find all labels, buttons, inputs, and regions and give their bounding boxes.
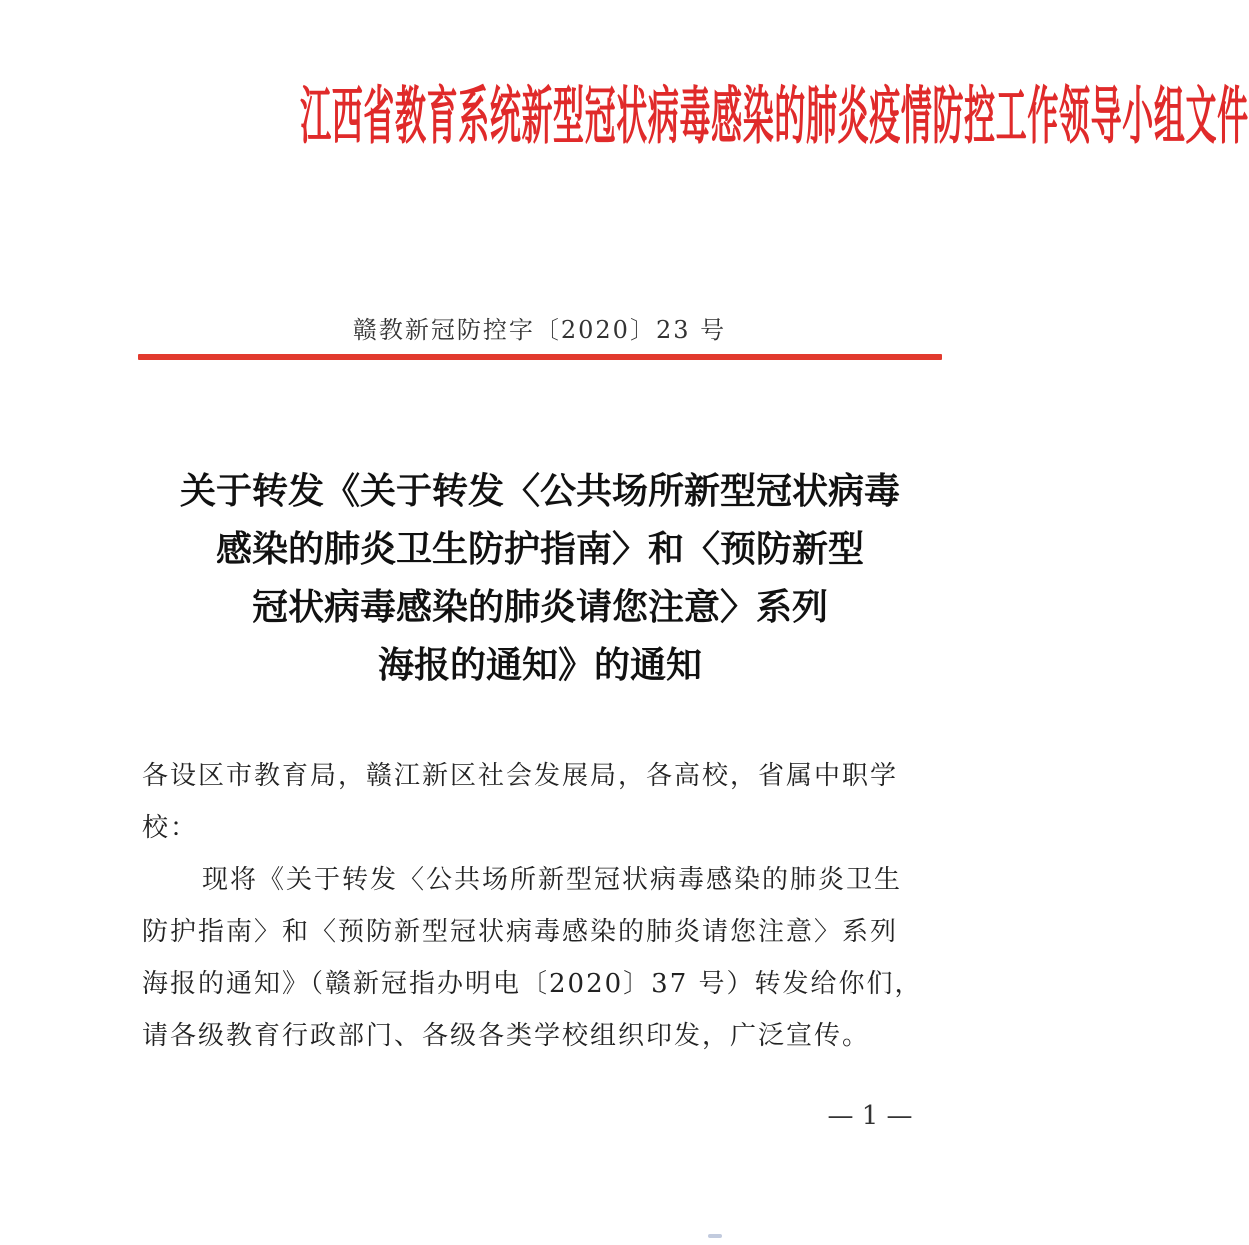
notice-title-line: 冠状病毒感染的肺炎请您注意〉系列 <box>251 586 828 628</box>
scan-artifact <box>708 1234 722 1238</box>
notice-title-line: 海报的通知》的通知 <box>377 644 702 686</box>
issuing-authority-header: 江西省教育系统新型冠状病毒感染的肺炎疫情防控工作领导小组文件 <box>300 79 1249 153</box>
notice-title-line: 感染的肺炎卫生防护指南〉和〈预防新型 <box>215 528 864 570</box>
addressee-line: 各设区市教育局，赣江新区社会发展局，各高校，省属中职学 <box>142 761 899 791</box>
addressee-line: 校： <box>142 813 199 843</box>
notice-title <box>140 462 940 694</box>
paragraph-line: 海报的通知》（赣新冠指办明电〔2020〕37 号）转发给你们， <box>142 969 923 999</box>
notice-title-line: 关于转发《关于转发〈公共场所新型冠状病毒 <box>179 470 900 512</box>
notice-body <box>142 750 942 1062</box>
document-number: 赣教新冠防控字〔2020〕23 号 <box>352 316 727 344</box>
paragraph-line: 现将《关于转发〈公共场所新型冠状病毒感染的肺炎卫生 <box>202 865 903 895</box>
paragraph-line: 防护指南〉和〈预防新型冠状病毒感染的肺炎请您注意〉系列 <box>142 917 899 947</box>
page-number: — 1 — <box>827 1101 913 1131</box>
red-divider-line <box>138 354 942 360</box>
paragraph-line: 请各级教育行政部门、各级各类学校组织印发，广泛宣传。 <box>142 1021 871 1051</box>
